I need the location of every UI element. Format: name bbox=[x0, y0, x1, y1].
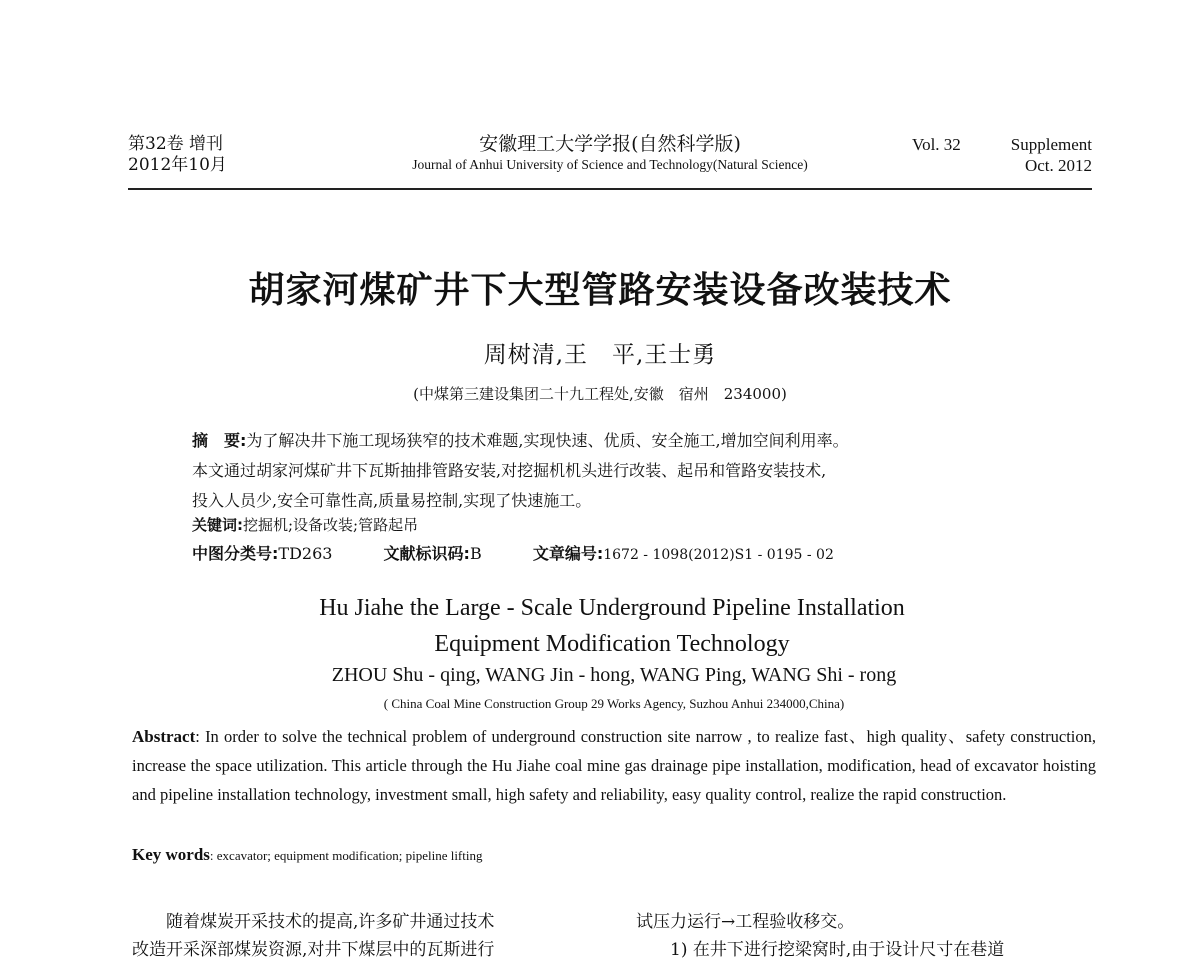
journal-name-cn: 安徽理工大学学报(自然科学版) bbox=[479, 133, 741, 155]
keywords-en-text: : excavator; equipment modification; pipeline lifting bbox=[209, 848, 483, 863]
keywords-en bbox=[132, 845, 482, 865]
clc-label: 中图分类号: bbox=[192, 544, 279, 563]
keywords-cn-label: 关键词: bbox=[192, 516, 243, 534]
body-right-line2: 1) 在井下进行挖梁窝时,由于设计尺寸在巷道 bbox=[670, 940, 1005, 960]
authors-cn: 周树清,王 平,王士勇 bbox=[483, 342, 717, 368]
title-en-line1: Hu Jiahe the Large - Scale Underground Pipeline Installation bbox=[319, 595, 905, 621]
clc-value: TD263 bbox=[278, 544, 333, 563]
title-cn: 胡家河煤矿井下大型管路安装设备改装技术 bbox=[248, 269, 952, 311]
header-vol: Vol. 32 bbox=[912, 135, 961, 154]
body-left-line2: 改造开采深部煤炭资源,对井下煤层中的瓦斯进行 bbox=[132, 940, 495, 960]
abstract-cn-label: 摘 要: bbox=[192, 431, 247, 450]
title-en bbox=[0, 590, 1200, 662]
header-volume-issue bbox=[128, 134, 227, 176]
document-code bbox=[384, 544, 482, 563]
authors-en: ZHOU Shu - qing, WANG Jin - hong, WANG Ping, WANG Shi - rong bbox=[331, 664, 897, 686]
body-column-right bbox=[636, 908, 1096, 964]
journal-name-en: Journal of Anhui University of Science and Technology(Natural Science) bbox=[412, 157, 808, 172]
header-volume-en bbox=[912, 134, 1092, 176]
header-supplement: Supplement bbox=[1010, 135, 1092, 154]
header-date-en: Oct. 2012 bbox=[1024, 156, 1092, 175]
abstract-en bbox=[132, 722, 1096, 809]
article-number-value: 1672 - 1098(2012)S1 - 0195 - 02 bbox=[603, 547, 834, 563]
header-volume-line: 第32卷 增刊 bbox=[128, 134, 224, 154]
header-journal bbox=[330, 132, 890, 174]
abstract-cn-line2: 本文通过胡家河煤矿井下瓦斯抽排管路安装,对挖掘机机头进行改装、起吊和管路安装技术, bbox=[192, 461, 827, 480]
document-code-label: 文献标识码: bbox=[383, 544, 470, 563]
article-number bbox=[533, 544, 834, 563]
abstract-cn bbox=[192, 426, 1052, 516]
clc-number bbox=[192, 544, 332, 563]
title-en-line2: Equipment Modification Technology bbox=[434, 631, 790, 657]
abstract-cn-line1: 为了解决井下施工现场狭窄的技术难题,实现快速、优质、安全施工,增加空间利用率。 bbox=[246, 431, 849, 450]
body-right-line1: 试压力运行→工程验收移交。 bbox=[636, 912, 855, 932]
abstract-en-text: : In order to solve the technical problem of underground construction site narrow , to realize fast、high quality、safety construction, increase the space utilization. This article through the Hu Jiahe coal mine gas drainage pipe installation, modification, head of excavator hoisting and pipeline installation technology, investment small, high safety and reliability, easy quality control, realize the rapid construction. bbox=[132, 727, 1096, 804]
abstract-en-label: Abstract bbox=[132, 727, 196, 746]
abstract-cn-line3: 投入人员少,安全可靠性高,质量易控制,实现了快速施工。 bbox=[192, 491, 592, 510]
header-rule bbox=[128, 188, 1092, 190]
header-date-line: 2012年10月 bbox=[128, 155, 227, 175]
affiliation-en: ( China Coal Mine Construction Group 29 Works Agency, Suzhou Anhui 234000,China) bbox=[383, 696, 845, 711]
article-number-label: 文章编号: bbox=[532, 544, 604, 563]
keywords-en-label: Key words bbox=[132, 845, 210, 864]
keywords-cn bbox=[192, 514, 418, 535]
body-left-line1: 随着煤炭开采技术的提高,许多矿井通过技术 bbox=[166, 912, 495, 932]
affiliation-cn: (中煤第三建设集团二十九工程处,安徽 宿州 234000) bbox=[413, 385, 787, 403]
keywords-cn-text: 挖掘机;设备改装;管路起吊 bbox=[243, 516, 419, 534]
document-code-value: B bbox=[469, 544, 482, 563]
classification-cn bbox=[192, 541, 834, 564]
body-column-left bbox=[132, 908, 602, 964]
